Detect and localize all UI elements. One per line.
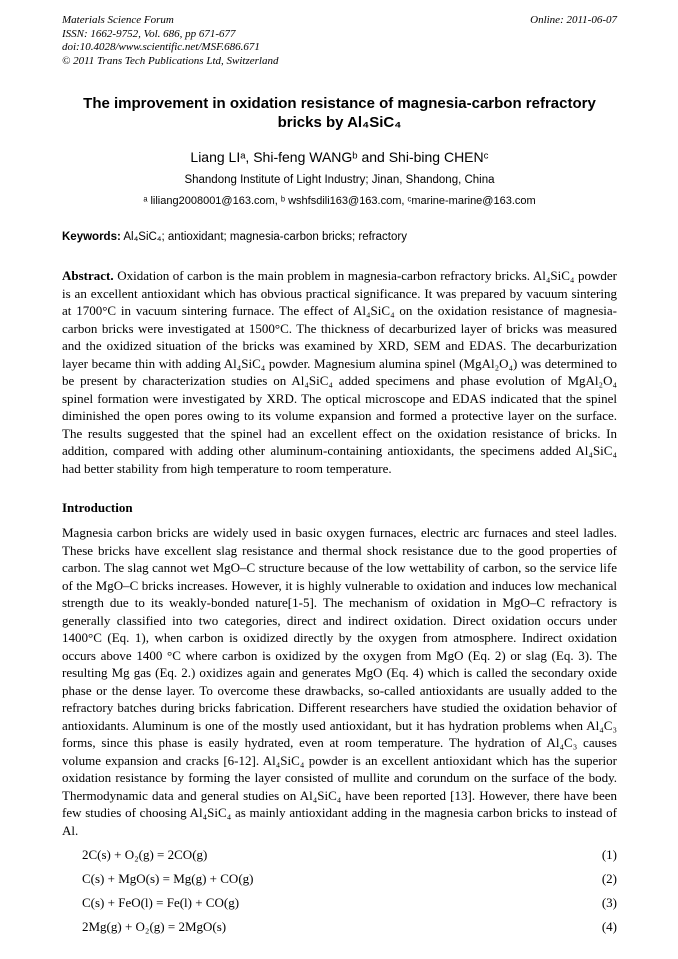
equations-block bbox=[62, 846, 617, 935]
equation-1-number: (1) bbox=[601, 847, 617, 862]
page-header bbox=[62, 14, 617, 68]
journal-name: Materials Science Forum bbox=[62, 14, 174, 26]
equation-4-number: (4) bbox=[601, 919, 617, 934]
introduction-heading: Introduction bbox=[62, 500, 133, 515]
author-emails: ᵃ liliang2008001@163.com, ᵇ wshfsdili163@163.com, ᶜmarine-marine@163.com bbox=[143, 195, 536, 207]
keywords-text: Al₄SiC₄; antioxidant; magnesia-carbon bricks; refractory bbox=[120, 231, 407, 243]
equation-3-formula: C(s) + FeO(l) = Fe(l) + CO(g) bbox=[82, 895, 240, 910]
equation-2-number: (2) bbox=[601, 871, 617, 886]
authors-line: Liang LIᵃ, Shi-feng WANGᵇ and Shi-bing CHENᶜ bbox=[190, 149, 489, 165]
equation-1-formula: 2C(s) + O₂(g) = 2CO(g) bbox=[82, 847, 208, 862]
abstract-label: Abstract. bbox=[62, 268, 114, 283]
copyright-line: © 2011 Trans Tech Publications Ltd, Switzerland bbox=[62, 54, 279, 67]
issn-volume-pages: ISSN: 1662-9752, Vol. 686, pp 671-677 bbox=[62, 27, 236, 40]
affiliation-line: Shandong Institute of Light Industry; Jinan, Shandong, China bbox=[184, 174, 495, 186]
doi-line: doi:10.4028/www.scientific.net/MSF.686.671 bbox=[62, 41, 260, 53]
journal-info-block bbox=[62, 14, 278, 68]
equation-row-4 bbox=[62, 918, 617, 935]
equation-row-2 bbox=[62, 870, 617, 887]
equation-row-3 bbox=[62, 894, 617, 911]
keywords-label: Keywords: bbox=[62, 231, 121, 243]
equation-2-formula: C(s) + MgO(s) = Mg(g) + CO(g) bbox=[82, 871, 254, 886]
keywords-line bbox=[62, 229, 617, 245]
equation-4-formula: 2Mg(g) + O₂(g) = 2MgO(s) bbox=[82, 919, 227, 934]
online-date: Online: 2011-06-07 bbox=[530, 14, 617, 26]
abstract-paragraph bbox=[62, 267, 617, 477]
introduction-body: Magnesia carbon bricks are widely used in basic oxygen furnaces, electric arc furnaces and steel ladles. These bricks have excellent slag resistance and thermal shock resistance due to the good properties of carbon. The slag cannot wet MgO–C structure because of the low wettability of carbon, so the service life of the MgO–C bricks increases. However, it is highly vulnerable to oxidation and induces low mechanical strength due to its weakly-bonded nature[1-5]. The mechanism of oxidation in MgO–C refractory is generally classified into two categories, direct and indirect oxidation. Direct oxidation occurs under 1400°C (Eq. 1), when carbon is oxidized directly by the oxygen from atmosphere. Indirect oxidation occurs above 1400 °C where carbon is oxidized by the oxygen from MgO (Eq. 2) or slag (Eq. 3). The resulting Mg gas (Eq. 2.) oxidizes again and generates MgO (Eq. 4) which is called the secondary oxide phase or the dense layer. To overcome these drawbacks, so-called antioxidants are usually added to the refractory batches during bricks fabrication. Different researchers have studied the oxidation behavior of antioxidants. Aluminum is one of the mostly used antioxidant, but it has hydration problems when Al₄C₃ forms, since this phase is easily hydrated, even at room temperature. The hydration of Al₄C₃ causes volume expansion and cracks [6-12]. Al₄SiC₄ powder is an excellent antioxidant which has the superior oxidation resistance by forming the layer consisted of mullite and corundum on the surface of the body. Thermodynamic data and general studies on Al₄SiC₄ have been reported [13]. However, there have been few studies of choosing Al₄SiC₄ as mainly antioxidant adding in the magnesia carbon bricks to instead of Al. bbox=[62, 525, 617, 838]
equation-row-1 bbox=[62, 846, 617, 863]
abstract-text: Oxidation of carbon is the main problem in magnesia-carbon refractory bricks. Al₄SiC₄ powder is an excellent antioxidant which has obvious practical significance. It was prepared by vacuum sintering at 1700°C in vacuum sintering furnace. The effect of Al₄SiC₄ on the oxidation resistance of magnesia-carbon bricks were investigated at 1500°C. The thickness of decarburized layer of bricks was measured and the oxidized situation of the bricks was examined by XRD, SEM and EDAS. The decarburization layer became thin with adding Al₄SiC₄ powder. Magnesium alumina spinel (MgAl₂O₄) was determined to be present by characterization studies on Al₄SiC₄ added specimens and phase evolution of MgAl₂O₄ spinel formation were investigated by XRD. The optical microscope and EDAS indicated that the spinel diminished the open pores owing to its volume expansion and formed a protective layer on the surface. The results suggested that the spinel had an excellent effect on the oxidation resistance of bricks. In addition, compared with adding other aluminum-containing antioxidants, the specimens added Al₄SiC₄ had better stability from high temperature to room temperature. bbox=[62, 268, 617, 476]
paper-title: The improvement in oxidation resistance of magnesia-carbon refractory bricks by Al₄SiC₄ bbox=[83, 95, 596, 131]
equation-3-number: (3) bbox=[601, 895, 617, 910]
